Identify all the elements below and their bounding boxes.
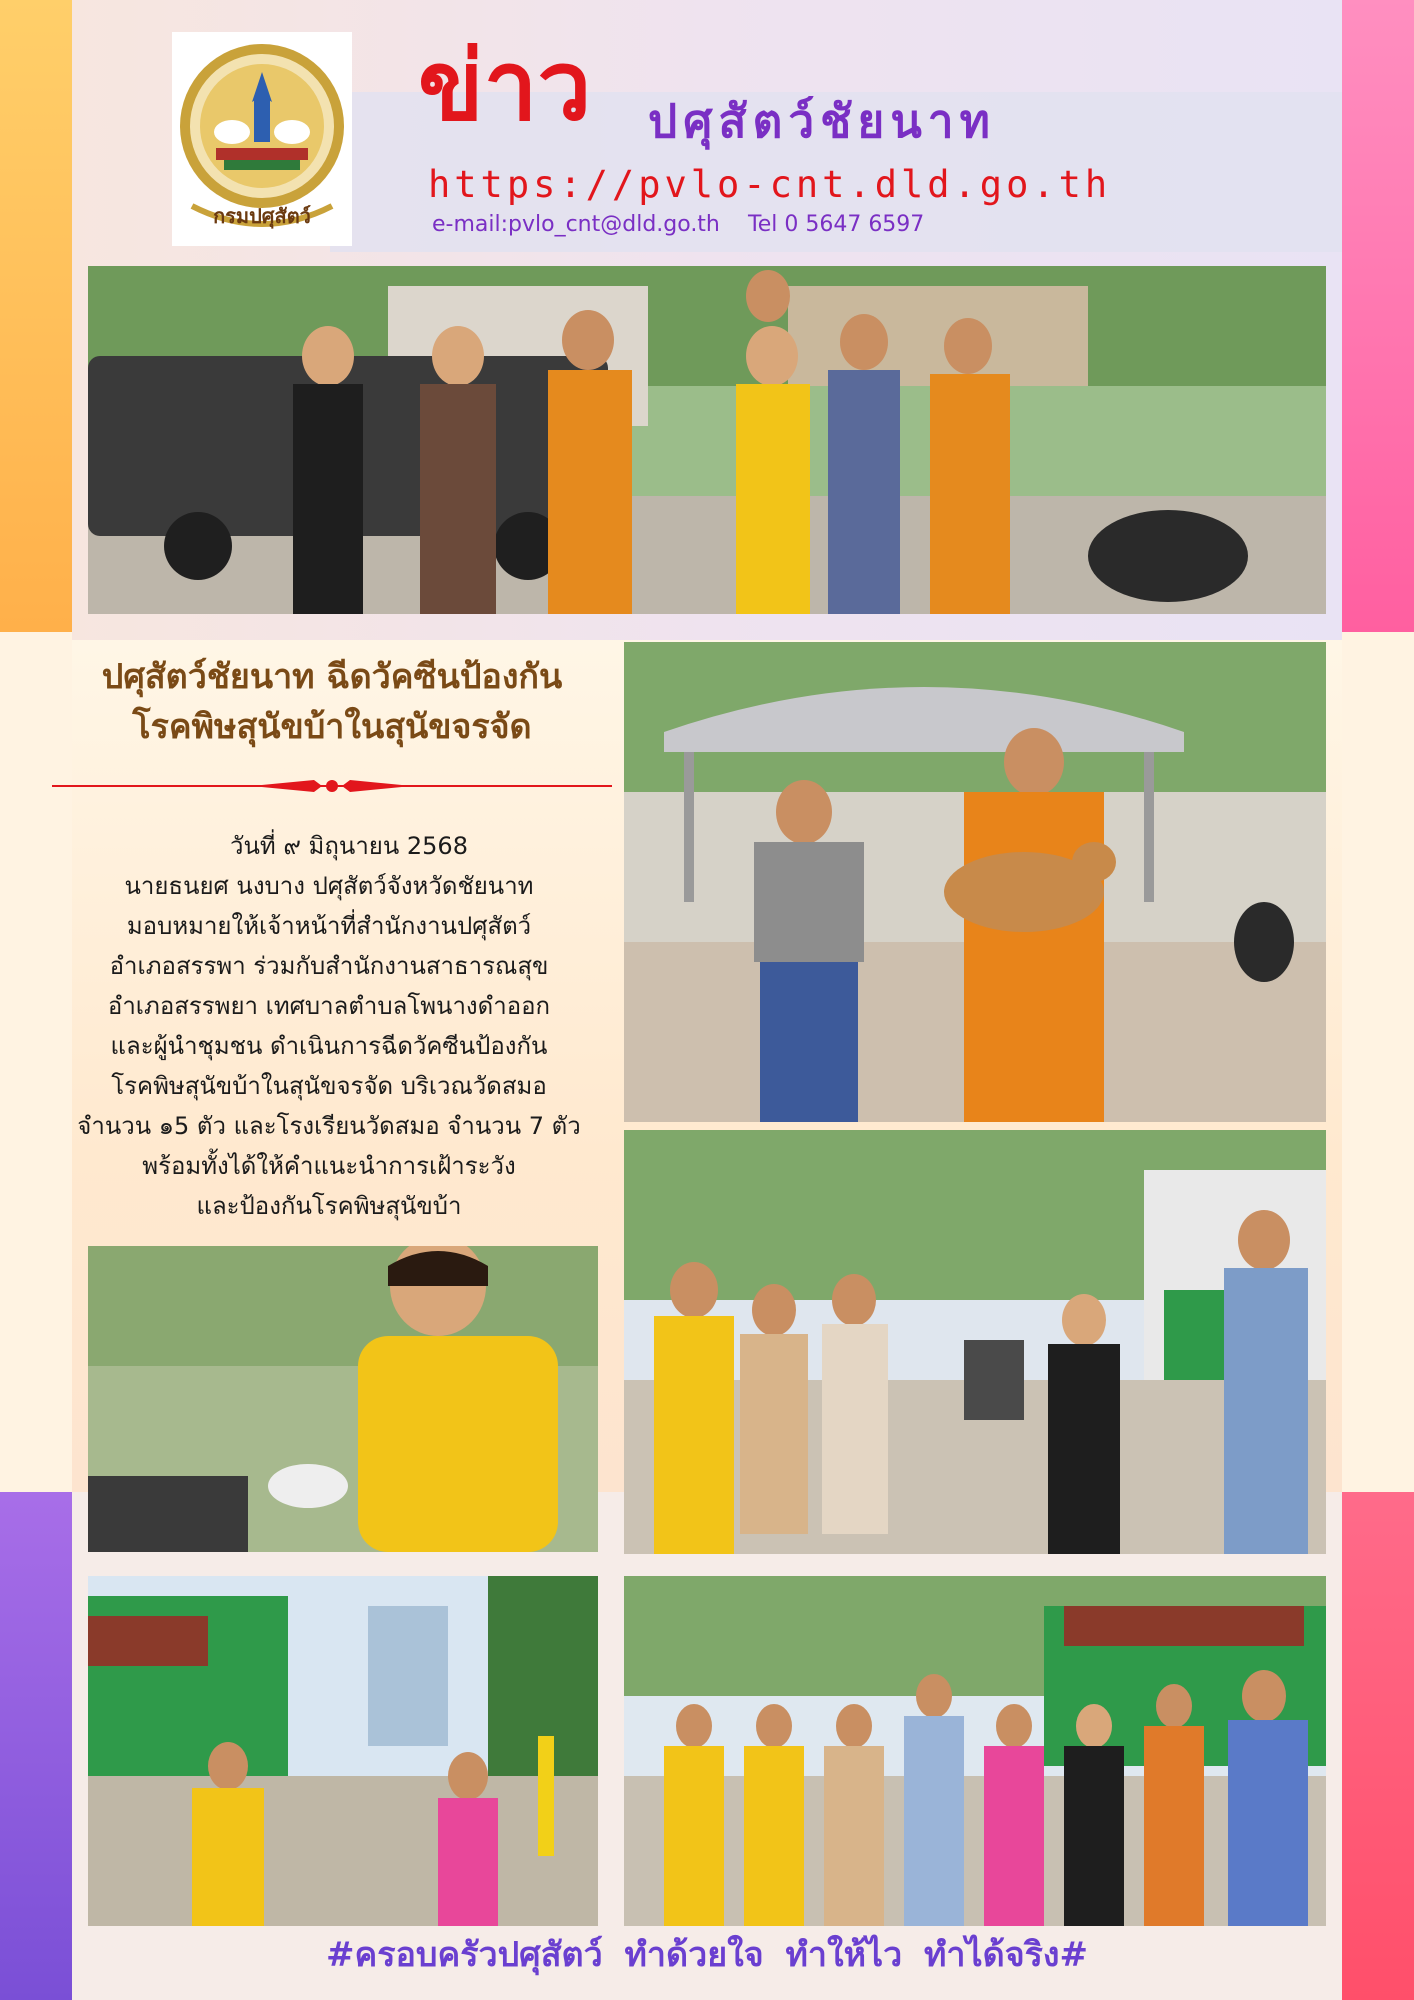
email-text[interactable]: e-mail:pvlo_cnt@dld.go.th <box>432 212 720 237</box>
side-bar-top-left <box>0 0 72 632</box>
photo-school-courtyard <box>88 1576 598 1926</box>
news-title: ข่าว <box>418 30 592 142</box>
office-name: ปศุสัตว์ชัยนาท <box>648 94 996 148</box>
photo-team-meeting <box>624 1130 1326 1554</box>
photo-monk-vaccination <box>624 642 1326 1122</box>
phone-text: Tel 0 5647 6597 <box>748 212 925 237</box>
article-line: และผู้นำชุมชน ดำเนินการฉีดวัคซีนป้องกัน <box>110 1032 548 1060</box>
article-date: วันที่ ๙ มิถุนายน 2568 <box>230 832 468 860</box>
decorative-divider <box>52 774 612 798</box>
hero-group-photo <box>88 266 1326 614</box>
article-line: จำนวน ๑5 ตัว และโรงเรียนวัดสมอ จำนวน 7 ตัว <box>77 1112 581 1140</box>
headline-line-2: โรคพิษสุนัขบ้าในสุนัขจรจัด <box>132 707 532 747</box>
article-headline <box>52 652 612 752</box>
article-line: พร้อมทั้งได้ให้คำแนะนำการเฝ้าระวัง <box>142 1152 516 1180</box>
photo-officer-preparing-vaccine <box>88 1246 598 1552</box>
article-line: อำเภอสรรพา ร่วมกับสำนักงานสาธารณสุข <box>109 952 549 980</box>
headline-line-1: ปศุสัตว์ชัยนาท ฉีดวัคซีนป้องกัน <box>101 657 563 697</box>
website-link[interactable]: https://pvlo-cnt.dld.go.th <box>428 163 1112 206</box>
side-bar-top-right <box>1342 0 1414 632</box>
article-body <box>48 826 610 1226</box>
department-logo <box>172 32 352 246</box>
article-line: อำเภอสรรพยา เทศบาลตำบลโพนางดำออก <box>107 992 551 1020</box>
photo-group-at-school <box>624 1576 1326 1926</box>
side-bar-bottom-right <box>1342 1492 1414 2000</box>
article-line: มอบหมายให้เจ้าหน้าที่สำนักงานปศุสัตว์ <box>126 912 532 940</box>
logo-caption: กรมปศุสัตว์ <box>213 204 311 228</box>
article-line: โรคพิษสุนัขบ้าในสุนัขจรจัด บริเวณวัดสมอ <box>111 1072 547 1100</box>
article-line: และป้องกันโรคพิษสุนัขบ้า <box>196 1192 462 1220</box>
side-bar-bottom-left <box>0 1492 72 2000</box>
footer-slogan: #ครอบครัวปศุสัตว์ ทำด้วยใจ ทำให้ไว ทำได้จริง# <box>326 1935 1088 1975</box>
article-line: นายธนยศ นงบาง ปศุสัตว์จังหวัดชัยนาท <box>124 872 534 900</box>
